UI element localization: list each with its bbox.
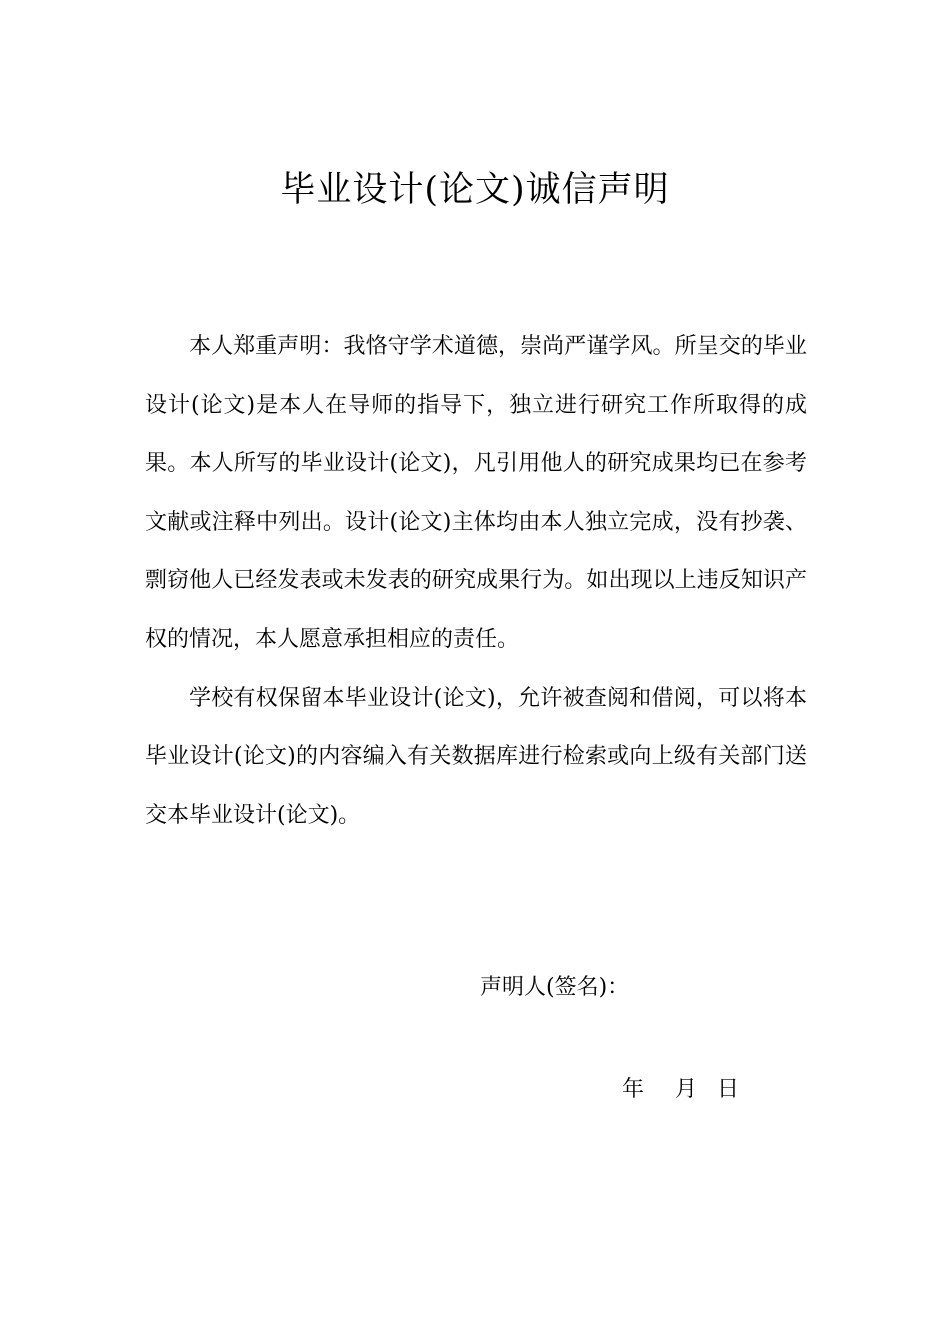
document-title: 毕业设计(论文)诚信声明	[280, 170, 670, 210]
declaration-paragraph-2: 学校有权保留本毕业设计(论文)，允许被查阅和借阅，可以将本毕业设计(论文)的内容编入有关数据库进行检索或向上级有关部门送交本毕业设计(论文)。	[145, 685, 807, 828]
date-day-label: 日	[717, 1077, 740, 1102]
declaration-body	[145, 318, 807, 845]
declaration-paragraph-1: 本人郑重声明：我恪守学术道德，崇尚严谨学风。所呈交的毕业设计(论文)是本人在导师的指导下，独立进行研究工作所取得的成果。本人所写的毕业设计(论文)，凡引用他人的研究成果均已在参考文献或注释中列出。设计(论文)主体均由本人独立完成，没有抄袭、剽窃他人已经发表或未发表的研究成果行为。如出现以上违反知识产权的情况，本人愿意承担相应的责任。	[145, 334, 807, 652]
date-month-label: 月	[675, 1077, 698, 1102]
date-year-label: 年	[622, 1077, 645, 1102]
date-line	[622, 1072, 739, 1108]
signature-label: 声明人(签名)：	[480, 975, 630, 1000]
